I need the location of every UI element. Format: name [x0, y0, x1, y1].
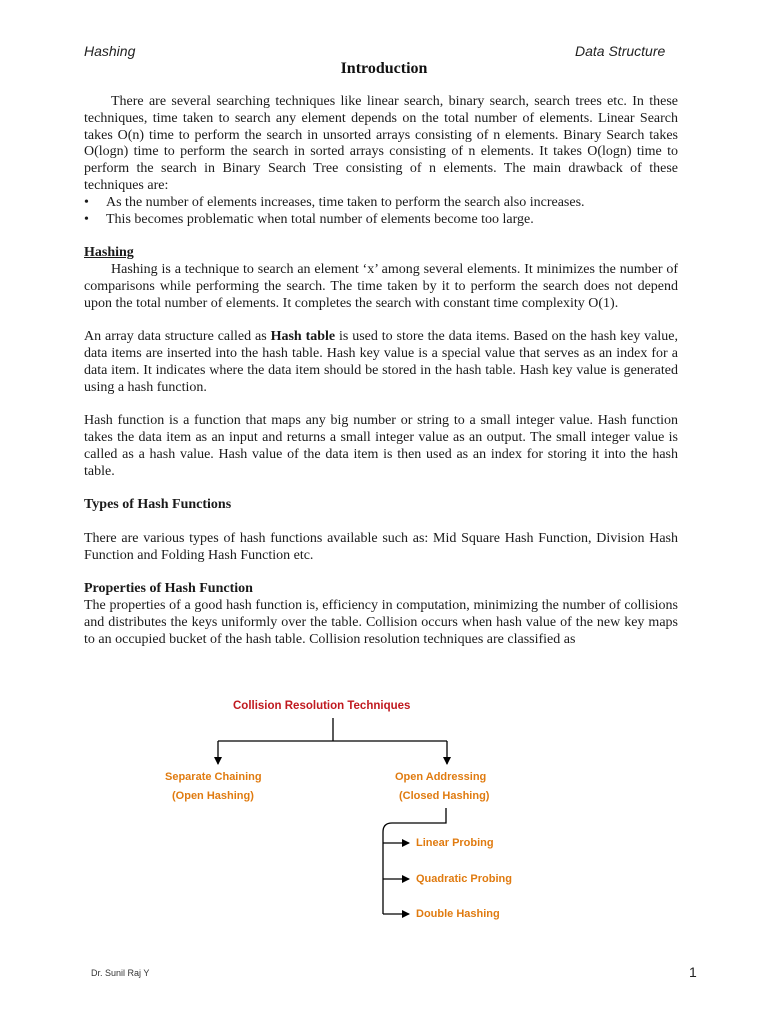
separate-chaining-label: Separate Chaining: [165, 771, 262, 783]
list-item: • As the number of elements increases, time taken to perform the search also increases.: [84, 195, 678, 212]
open-addressing-connector: [383, 808, 446, 914]
page-number: 1: [689, 964, 697, 980]
header-right: Data Structure: [575, 43, 666, 59]
open-addressing-label: Open Addressing: [395, 771, 487, 783]
hashing-paragraph-2: An array data structure called as Hash table is used to store the data items. Based on the hash key value, data items are inserted into the hash table. Hash key value is a special value that serves as an index for a data item. It indicates where the data item should be stored in the hash table. Hash key value is generated using a hash function.: [84, 329, 678, 395]
quadratic-probing-label: Quadratic Probing: [416, 873, 512, 885]
double-hashing-label: Double Hashing: [416, 908, 500, 920]
list-item: • This becomes problematic when total number of elements become too large.: [84, 212, 678, 229]
hashing-paragraph-3: Hash function is a function that maps any big number or string to a small integer value. Hash function takes the data item as an input and returns a small integer value as an output. The small integer value is called as a hash value. Hash value of the data item is then used as an index for storing it into the hash table.: [84, 413, 678, 479]
footer-author: Dr. Sunil Raj Y: [91, 968, 150, 978]
hashing-paragraph-1: Hashing is a technique to search an element ‘x’ among several elements. It minimizes the number of comparisons while performing the search. The time taken by it to perform the search does not depend upon the total number of elements. It completes the search with constant time complexity O(1).: [84, 261, 678, 311]
section-heading-properties: Properties of Hash Function: [84, 581, 253, 597]
page-title: Introduction: [340, 60, 428, 77]
types-paragraph: There are various types of hash functions available such as: Mid Square Hash Function, Division Hash Function and Folding Hash Function etc.: [84, 530, 678, 563]
linear-probing-label: Linear Probing: [416, 837, 494, 849]
section-heading-types: Types of Hash Functions: [84, 497, 232, 513]
intro-paragraph: There are several searching techniques like linear search, binary search, search trees etc. In these techniques, time taken to search any element depends on the total number of elements. Linear Search takes O(n) time to perform the search in unsorted arrays consisting of n elements. Binary Search takes O(logn) time to perform the search in sorted arrays consisting of n elements. It takes O(logn) time to perform the search in Binary Search Tree consisting of n elements. The main drawback of these techniques are:: [84, 94, 678, 193]
closed-hashing-label: (Closed Hashing): [399, 790, 490, 802]
diagram-root-label: Collision Resolution Techniques: [233, 700, 411, 712]
drawback-list: [84, 195, 678, 229]
properties-paragraph: The properties of a good hash function is, efficiency in computation, minimizing the number of collisions and distributes the keys uniformly over the table. Collision occurs when hash value of the new key maps to an occupied bucket of the hash table. Collision resolution techniques are classified as: [84, 597, 678, 647]
header-left: Hashing: [84, 43, 136, 59]
open-hashing-label: (Open Hashing): [172, 790, 254, 802]
document-body: [84, 94, 678, 648]
section-heading-hashing: Hashing: [84, 245, 134, 261]
